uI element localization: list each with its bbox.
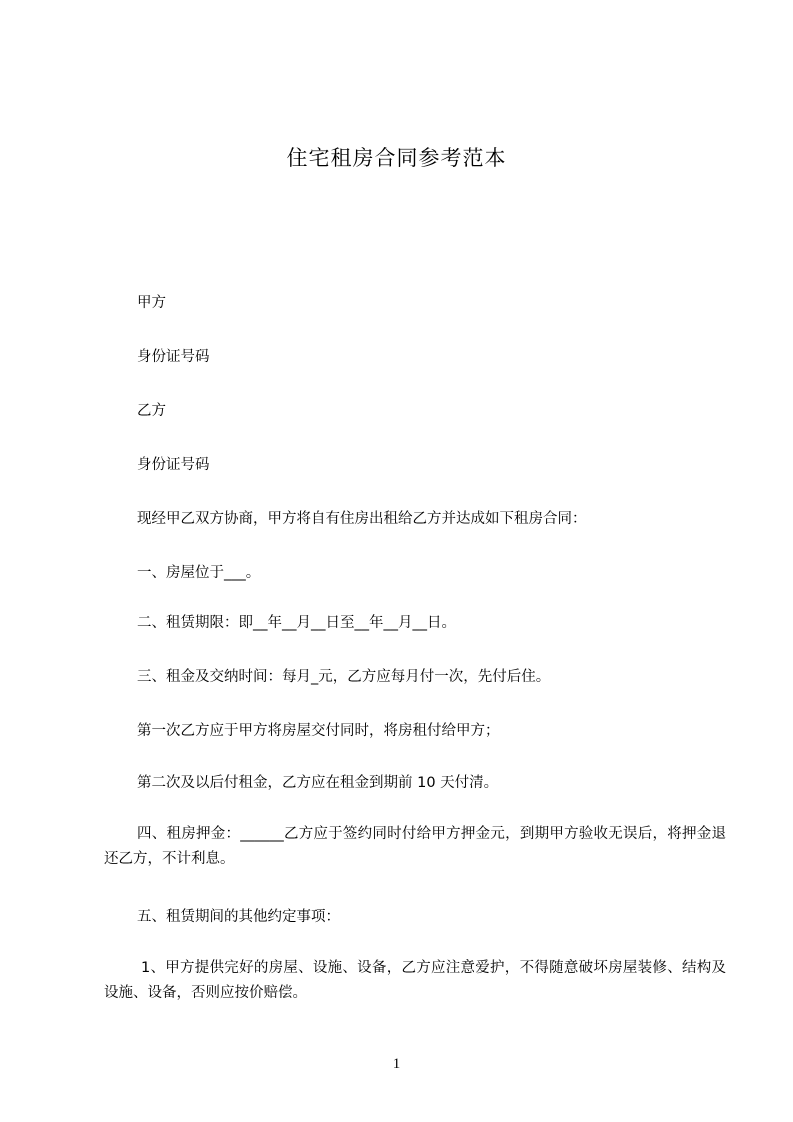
document-title: 住宅租房合同参考范本 (286, 146, 507, 170)
party-b-id-label: 身份证号码 (137, 457, 210, 473)
party-a-label: 甲方 (137, 295, 166, 311)
clause-2-term: 二、租赁期限：即__年__月__日至__年__月__日。 (137, 615, 456, 631)
clause-5-heading: 五、租赁期间的其他约定事项： (137, 909, 340, 925)
clause-5-item-1: 1、甲方提供完好的房屋、设施、设备，乙方应注意爱护，不得随意破坏房屋装修、结构及设施、设备，否则应按价赔偿。 (104, 960, 726, 1001)
subsequent-payment-paragraph: 第二次及以后付租金，乙方应在租金到期前 10 天付清。 (137, 775, 499, 791)
page-number: 1 (392, 1056, 401, 1072)
clause-1-location: 一、房屋位于___。 (137, 565, 261, 581)
clause-4-deposit: 四、租房押金：______乙方应于签约同时付给甲方押金元，到期甲方验收无误后，将押金退还乙方，不计利息。 (104, 826, 726, 867)
party-b-label: 乙方 (137, 403, 166, 419)
intro-paragraph: 现经甲乙双方协商，甲方将自有住房出租给乙方并达成如下租房合同： (137, 511, 587, 527)
first-payment-paragraph: 第一次乙方应于甲方将房屋交付同时，将房租付给甲方； (137, 723, 500, 739)
clause-3-rent: 三、租金及交纳时间：每月_元，乙方应每月付一次，先付后住。 (137, 669, 551, 685)
party-a-id-label: 身份证号码 (137, 349, 210, 365)
